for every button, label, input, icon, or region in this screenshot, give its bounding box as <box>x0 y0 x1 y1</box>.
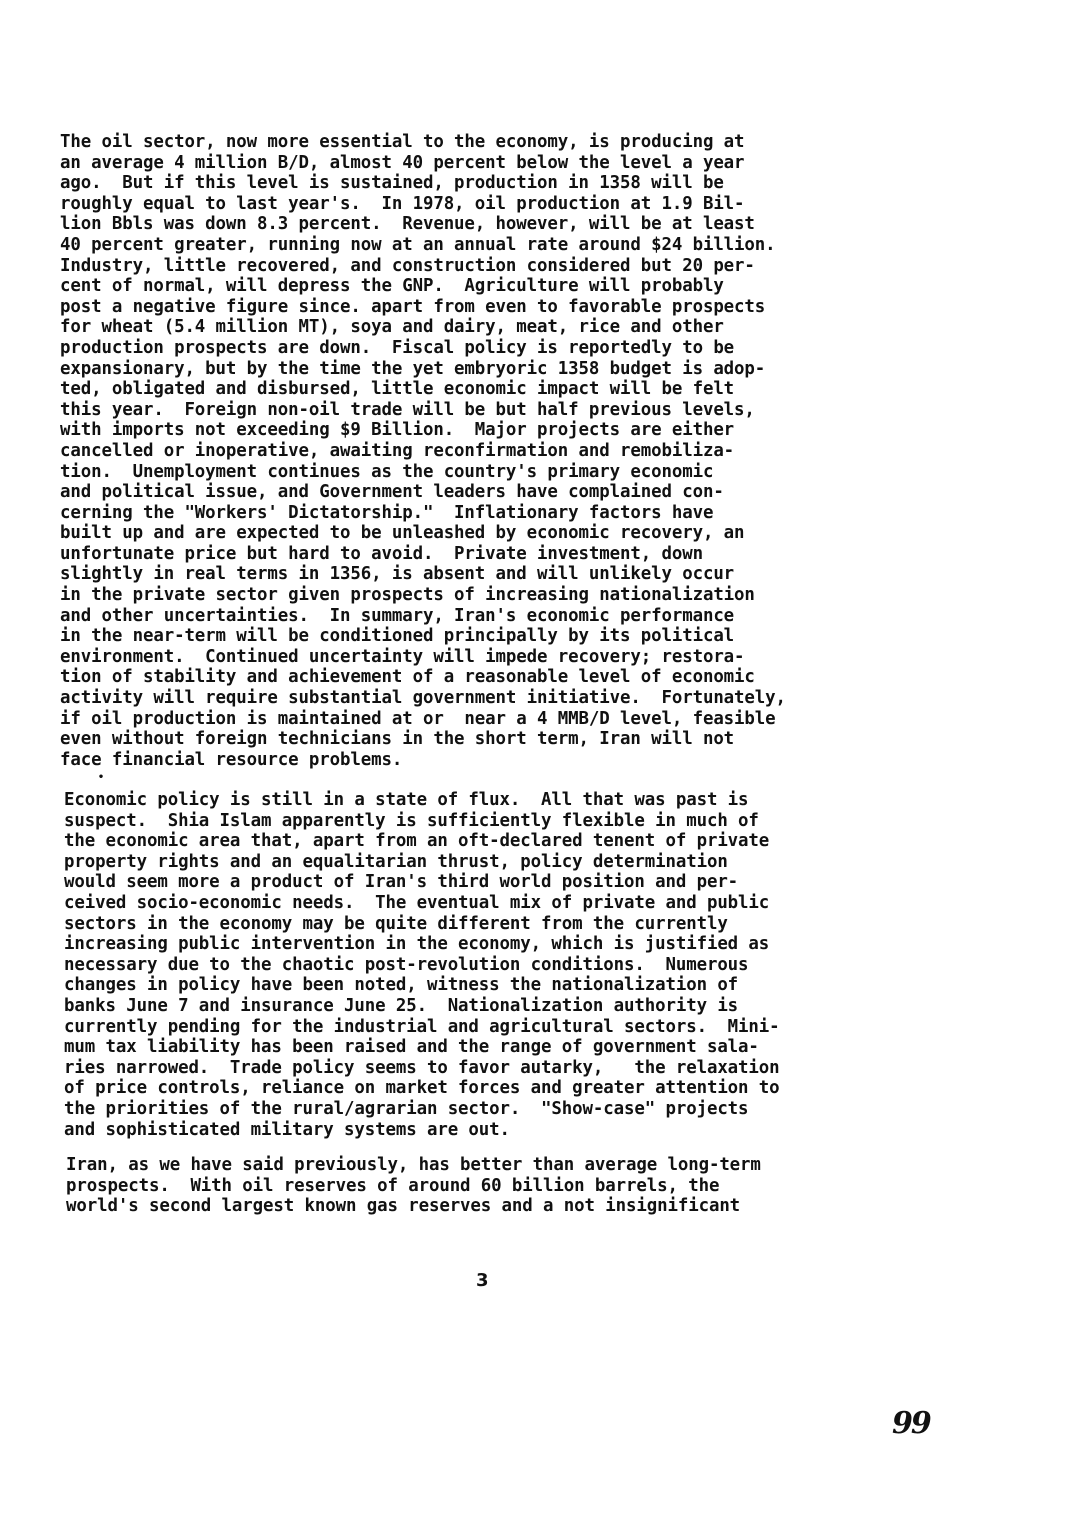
text-line: and political issue, and Government leaders have complained con- <box>60 482 724 503</box>
text-line: the economic area that, apart from an oft-declared tenent of private <box>64 831 770 852</box>
text-line: banks June 7 and insurance June 25. Nationalization authority is <box>64 995 739 1016</box>
text-line: in the near-term will be conditioned principally by its political <box>60 626 735 647</box>
text-line: an average 4 million B/D, almost 40 percent below the level a year <box>60 152 745 173</box>
text-line: the priorities of the rural/agrarian sector. "Show-case" projects <box>64 1098 749 1119</box>
text-line: ago. But if this level is sustained, production in 1358 will be <box>60 173 724 194</box>
text-line: expansionary, but by the time the yet embryoric 1358 budget is adop- <box>60 358 766 379</box>
text-line: environment. Continued uncertainty will impede recovery; restora- <box>60 646 745 667</box>
text-line: if oil production is maintained at or near a 4 MMB/D level, feasible <box>60 708 776 729</box>
text-line: built up and are expected to be unleashed by economic recovery, an <box>60 523 745 544</box>
text-line: unfortunate price but hard to avoid. Private investment, down <box>60 543 703 564</box>
text-line: world's second largest known gas reserves and a not insignificant <box>66 1196 741 1217</box>
text-line: for wheat (5.4 million MT), soya and dairy, meat, rice and other <box>60 317 724 338</box>
text-line: and sophisticated military systems are out. <box>64 1119 510 1140</box>
text-line: property rights and an equalitarian thrust, policy determination <box>64 851 728 872</box>
text-line: even without foreign technicians in the short term, Iran will not <box>60 729 735 750</box>
text-line: cent of normal, will depress the GNP. Agriculture will probably <box>60 276 724 297</box>
text-line: changes in policy have been noted, witness the nationalization of <box>64 975 739 996</box>
text-line: ries narrowed. Trade policy seems to favor autarky, the relaxation <box>64 1057 780 1078</box>
text-line: with imports not exceeding $9 Billion. Major projects are either <box>60 420 735 441</box>
page-number: 3 <box>476 1270 489 1291</box>
text-line: slightly in real terms in 1356, is absent and will unlikely occur <box>60 564 735 585</box>
text-line: and other uncertainties. In summary, Iran's economic performance <box>60 605 735 626</box>
text-line: ted, obligated and disbursed, little economic impact will be felt <box>60 379 735 400</box>
text-line: Iran, as we have said previously, has better than average long-term <box>66 1155 761 1175</box>
text-line: face financial resource problems. <box>60 749 403 770</box>
text-line: production prospects are down. Fiscal policy is reportedly to be <box>60 337 735 358</box>
text-line: post a negative figure since. apart from even to favorable prospects <box>60 296 766 317</box>
text-line: Industry, little recovered, and construction considered but 20 per- <box>60 255 755 276</box>
text-line: suspect. Shia Islam apparently is sufficiently flexible in much of <box>64 810 759 831</box>
text-line: ceived socio-economic needs. The eventual mix of private and public <box>64 892 770 913</box>
text-line: cerning the "Workers' Dictatorship." Inflationary factors have <box>60 502 714 523</box>
paragraph-iran-prospects <box>66 1155 936 1217</box>
text-line: currently pending for the industrial and agricultural sectors. Mini- <box>64 1016 780 1037</box>
text-line: tion of stability and achievement of a reasonable level of economic <box>60 667 755 688</box>
text-line: would seem more a product of Iran's third world position and per- <box>64 872 739 893</box>
text-line: sectors in the economy may be quite different from the currently <box>64 913 728 934</box>
text-line: in the private sector given prospects of increasing nationalization <box>60 585 755 606</box>
text-line: tion. Unemployment continues as the country's primary economic <box>60 461 714 482</box>
paragraph-oil-sector <box>60 132 930 770</box>
text-line: mum tax liability has been raised and the range of government sala- <box>64 1037 759 1058</box>
paragraph-economic-policy <box>64 790 934 1140</box>
text-line: cancelled or inoperative, awaiting reconfirmation and remobiliza- <box>60 440 735 461</box>
text-line: lion Bbls was down 8.3 percent. Revenue, however, will be at least <box>60 214 755 235</box>
text-line: this year. Foreign non-oil trade will be but half previous levels, <box>60 399 755 420</box>
text-line: The oil sector, now more essential to the economy, is producing at <box>60 132 745 152</box>
text-line: of price controls, reliance on market forces and greater attention to <box>64 1078 780 1099</box>
text-line: necessary due to the chaotic post-revolution conditions. Numerous <box>64 954 749 975</box>
text-line: prospects. With oil reserves of around 60 billion barrels, the <box>66 1175 720 1196</box>
text-line: activity will require substantial government initiative. Fortunately, <box>60 688 786 709</box>
text-line: increasing public intervention in the economy, which is justified as <box>64 934 770 955</box>
scan-artifact-dot: • <box>98 772 105 783</box>
text-line: roughly equal to last year's. In 1978, oil production at 1.9 Bil- <box>60 193 745 214</box>
text-line: Economic policy is still in a state of flux. All that was past is <box>64 790 749 810</box>
folio-number: 99 <box>892 1406 930 1441</box>
text-line: 40 percent greater, running now at an annual rate around $24 billion. <box>60 234 776 255</box>
